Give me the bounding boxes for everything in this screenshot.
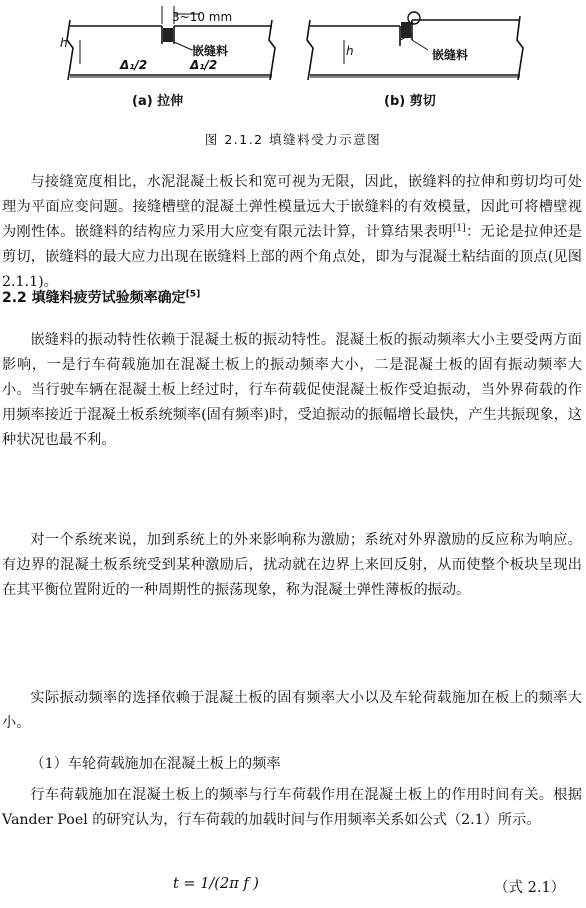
- paragraph-1: [2, 170, 582, 295]
- dimension-label: 3~10 mm: [172, 10, 233, 24]
- paragraph-5: （1）车轮荷载施加在混凝土板上的频率: [30, 756, 281, 772]
- height-label-a: h: [60, 36, 68, 50]
- paragraph-6: 行车荷载施加在混凝土板上的频率与行车荷载作用在混凝土板上的作用时间有关。根据 Vander Poel 的研究认为，行车荷载的加载时间与作用频率关系如公式（2.1）所示。: [2, 787, 582, 828]
- paragraph-1-tail: ：无论是拉伸还是剪切，嵌缝料的最大应力出现在嵌缝料上部的两个角点处，即为与混凝土粘结面的顶点(见图 2.1.1)。: [2, 224, 582, 290]
- section-heading-ref: [5]: [185, 289, 201, 300]
- formula-expression: t = 1/(2π f ): [173, 876, 259, 892]
- figure-sub-b: (b) 剪切: [384, 94, 436, 109]
- paragraph-3: 对一个系统来说，加到系统上的外来影响称为激励；系统对外界激励的反应称为响应。有边界的混凝土板系统受到某种激励后，扰动就在边界上来回反射，从而使整个板块呈现出在其平衡位置附近的一种周期性的振荡现象，称为混凝土弹性薄板的振动。: [2, 532, 582, 598]
- delta-right-label: Δ₁/2: [190, 58, 218, 72]
- paragraph-2: 嵌缝料的振动特性依赖于混凝土板的振动特性。混凝土板的振动频率大小主要受两方面影响，一是行车荷载施加在混凝土板上的振动频率大小，二是混凝土板的固有振动频率大小。当行驶车辆在混凝土板上经过时，行车荷载促使混凝土板作受迫振动，当外界荷载的作用频率接近于混凝土板系统频率(固有频率)时，受迫振动的振幅增长最快，产生共振现象，这种状况也最不利。: [2, 332, 582, 448]
- filler-label-a: 嵌缝料: [192, 44, 229, 58]
- section-heading-text: 2.2 填缝料疲劳试验频率确定: [2, 290, 186, 306]
- joint-filler-figure: [50, 0, 550, 118]
- delta-left-label: Δ₁/2: [120, 58, 148, 72]
- figure-sub-a: (a) 拉伸: [132, 94, 184, 109]
- height-label-b: h: [346, 44, 354, 58]
- paragraph-1-ref: [1]: [452, 223, 466, 234]
- filler-label-b: 嵌缝料: [432, 48, 469, 62]
- section-heading: [2, 287, 200, 307]
- formula-number: （式 2.1）: [494, 880, 566, 896]
- figure-caption: 图 2.1.2 填缝料受力示意图: [204, 132, 382, 147]
- paragraph-1-text: 与接缝宽度相比，水泥混凝土板长和宽可视为无限，因此，嵌缝料的拉伸和剪切均可处理为平面应变问题。接缝槽壁的混凝土弹性模量远大于嵌缝料的有效模量，因此可将槽壁视为刚性体。嵌缝料的结构应力采用大应变有限元法计算，计算结果表明: [2, 174, 582, 240]
- paragraph-4: 实际振动频率的选择依赖于混凝土板的固有频率大小以及车轮荷载施加在板上的频率大小。: [2, 690, 582, 731]
